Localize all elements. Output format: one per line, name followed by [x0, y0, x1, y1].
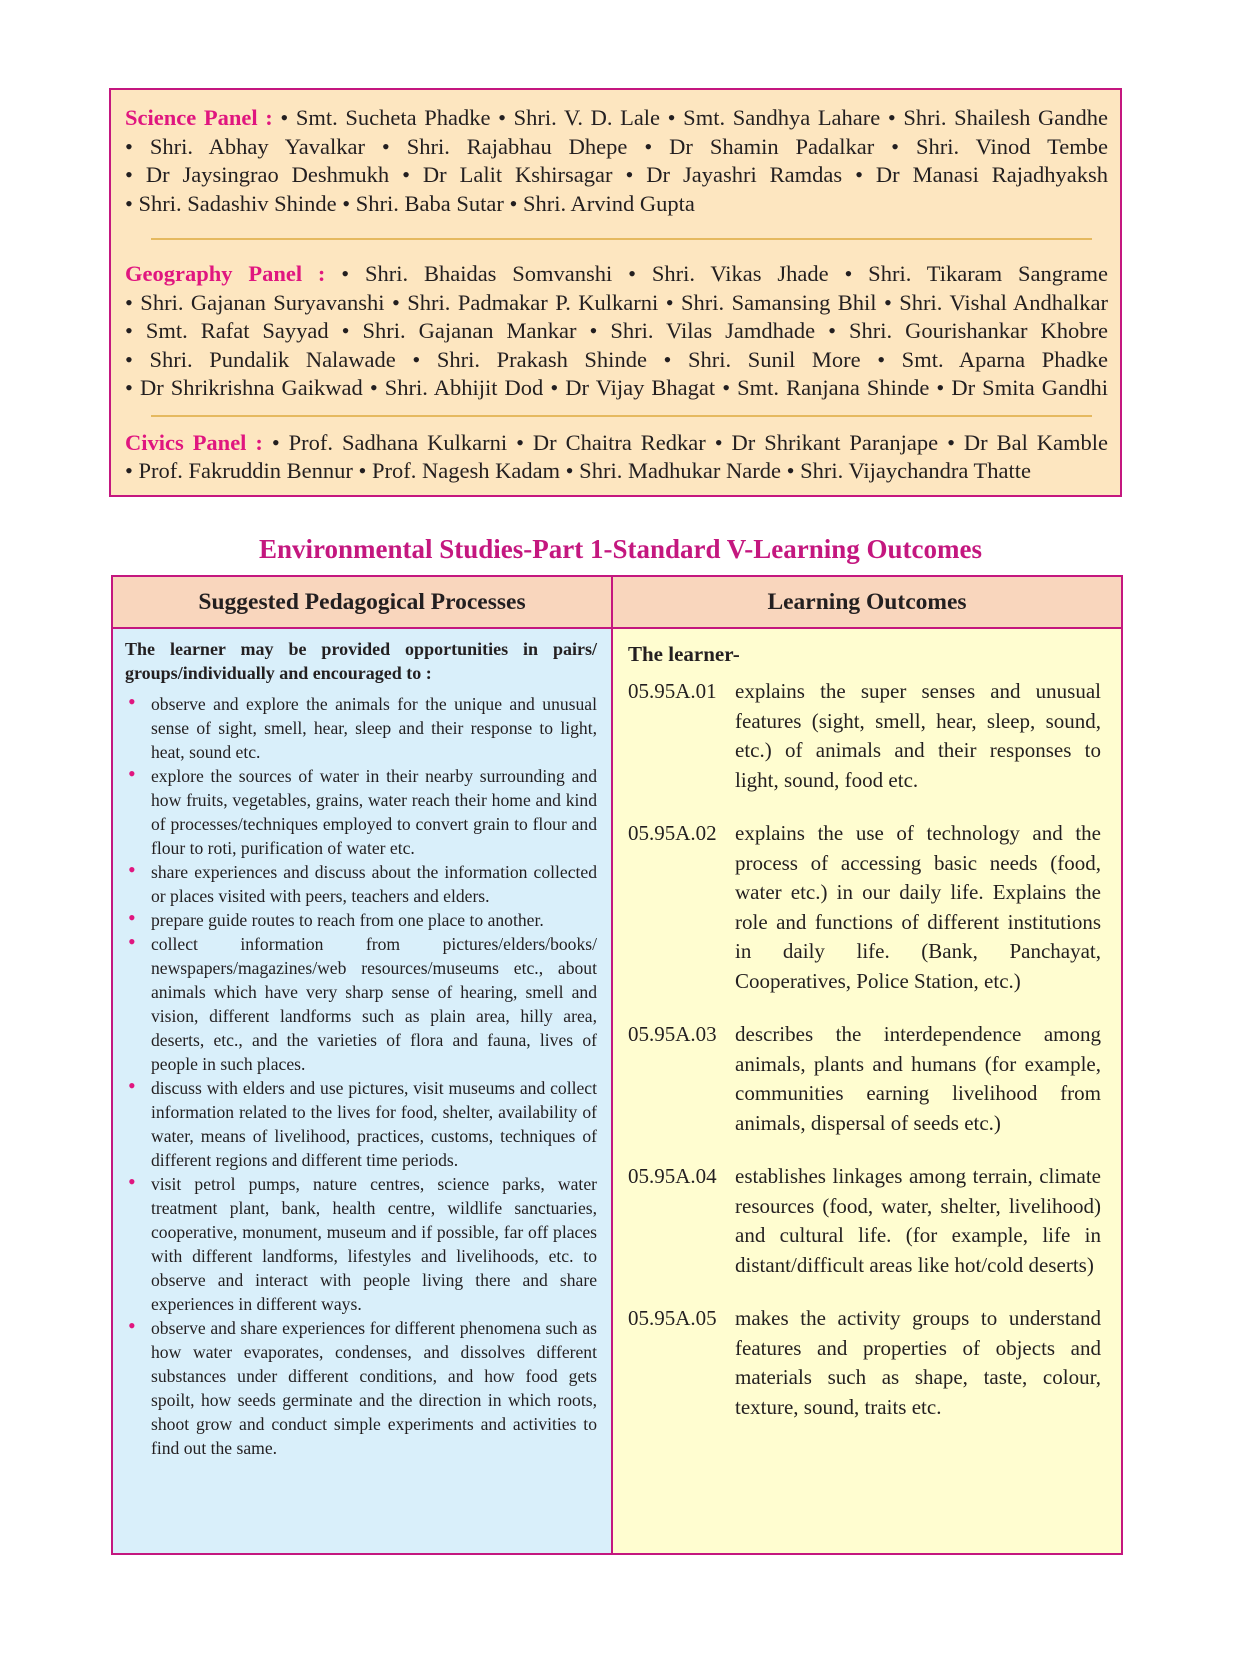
civics-panel-title: Civics Panel : — [125, 429, 263, 455]
process-item — [125, 1169, 597, 1316]
outcomes-column — [613, 629, 1121, 1553]
outcome-text: describes the interdependence among animals, plants and humans (for example, communities earning livelihood from animals, dispersal of seeds etc.) — [735, 1022, 1101, 1135]
processes-list — [125, 689, 597, 1460]
outcome-text: explains the use of technology and the process of accessing basic needs (food, water etc.) in our daily life. Explains the role and functions of different institutions in daily life. (Bank, Panchayat, Cooperatives, Police Station, etc.) — [735, 821, 1101, 993]
outcome-code: 05.95A.03 — [628, 1022, 717, 1046]
process-item — [125, 857, 597, 908]
bullet-icon: • — [128, 1313, 136, 1338]
geography-panel-line-5: • Dr Shrikrishna Gaikwad • Shri. Abhijit Dod • Dr Vijay Bhagat • Smt. Ranjana Shinde • Dr Smita Gandhi — [125, 375, 1108, 400]
outcome-code: 05.95A.01 — [628, 679, 717, 703]
civics-panel-line-1 — [125, 429, 1108, 458]
outcome-text: establishes linkages among terrain, climate resources (food, water, shelter, livelihood) and cultural life. (for example, life in distant/difficult areas like hot/cold deserts) — [735, 1164, 1101, 1277]
process-text: share experiences and discuss about the information collected or places visited with peers, teachers and elders. — [151, 862, 597, 906]
bullet-icon: • — [128, 761, 136, 786]
process-item — [125, 905, 597, 932]
process-text: collect information from pictures/elders/books/ newspapers/magazines/web resources/museums etc., about animals which have very sharp sense of hearing, smell and vision, different landforms such as plain area, hilly area, deserts, etc., and the varieties of flora and fauna, lives of people in such places. — [151, 934, 597, 1074]
process-text: explore the sources of water in their nearby surrounding and how fruits, vegetables, grains, water reach their home and kind of processes/techniques employed to convert grain to flour and flour to roti, purification of water etc. — [151, 766, 597, 858]
outcome-text: explains the super senses and unusual features (sight, smell, hear, sleep, sound, etc.) of animals and their responses to light, sound, food etc. — [735, 679, 1101, 792]
bullet-icon: • — [128, 857, 136, 882]
outcome-code: 05.95A.05 — [628, 1306, 717, 1330]
bullet-icon: • — [128, 929, 136, 954]
science-panel-line-4: • Shri. Sadashiv Shinde • Shri. Baba Sutar • Shri. Arvind Gupta — [125, 190, 695, 216]
outcome-item — [628, 1162, 1101, 1280]
civics-panel — [125, 429, 1108, 486]
science-panel-line-1 — [125, 104, 1108, 133]
process-item — [125, 1073, 597, 1172]
processes-column — [113, 629, 611, 1553]
process-text: visit petrol pumps, nature centres, science parks, water treatment plant, bank, health centre, wildlife sanctuaries, cooperative, monument, museum and if possible, far off places with different landforms, lifestyles and livelihoods, etc. to observe and interact with people living there and share experiences in different ways. — [151, 1174, 597, 1314]
civics-panel-members: • Prof. Sadhana Kulkarni • Dr Chaitra Redkar • Dr Shrikant Paranjape • Dr Bal Kamble — [262, 429, 1108, 455]
geography-panel-line-1 — [125, 260, 1108, 289]
learner-label: The learner- — [628, 642, 740, 666]
outcome-item — [628, 819, 1101, 996]
geography-panel-line-2: • Shri. Gajanan Suryavanshi • Shri. Padmakar P. Kulkarni • Shri. Samansing Bhil • Shri. Vishal Andhalkar — [125, 289, 1108, 315]
processes-intro: The learner may be provided opportunities in pairs/ groups/individually and encouraged to : — [125, 639, 597, 683]
bullet-icon: • — [128, 1169, 136, 1194]
bullet-icon: • — [128, 1073, 136, 1098]
bullet-icon: • — [128, 689, 136, 714]
process-text: discuss with elders and use pictures, visit museums and collect information related to the lives for food, shelter, availability of water, means of livelihood, practices, customs, techniques of different regions and different time periods. — [151, 1078, 597, 1170]
geography-panel-title: Geography Panel : — [125, 261, 326, 286]
outcome-code: 05.95A.02 — [628, 821, 717, 845]
science-panel-title: Science Panel : — [125, 105, 273, 130]
geography-panel-members: • Shri. Bhaidas Somvanshi • Shri. Vikas Jhade • Shri. Tikaram Sangrame — [325, 261, 1108, 286]
science-panel — [125, 104, 1108, 218]
header-learning-outcomes: Learning Outcomes — [767, 589, 967, 615]
geography-panel-line-4: • Shri. Pundalik Nalawade • Shri. Prakash Shinde • Shri. Sunil More • Smt. Aparna Phadke — [125, 346, 1108, 372]
panel-divider — [151, 415, 1092, 417]
process-text: prepare guide routes to reach from one place to another. — [151, 910, 544, 930]
bullet-icon: • — [128, 905, 136, 930]
outcome-text: makes the activity groups to understand features and properties of objects and materials such as shape, taste, colour, texture, sound, traits etc. — [735, 1306, 1101, 1419]
science-panel-line-3: • Dr Jaysingrao Deshmukh • Dr Lalit Kshirsagar • Dr Jayashri Ramdas • Dr Manasi Rajadhyaksh — [125, 162, 1108, 187]
outcomes-title: Environmental Studies-Part 1-Standard V-Learning Outcomes — [258, 534, 983, 564]
process-item — [125, 689, 597, 764]
civics-panel-line-2: • Prof. Fakruddin Bennur • Prof. Nagesh Kadam • Shri. Madhukar Narde • Shri. Vijaychandra Thatte — [125, 458, 1032, 483]
science-panel-line-2: • Shri. Abhay Yavalkar • Shri. Rajabhau Dhepe • Dr Shamin Padalkar • Shri. Vinod Tembe — [125, 133, 1108, 159]
process-item — [125, 761, 597, 860]
process-item — [125, 929, 597, 1076]
outcome-code: 05.95A.04 — [628, 1164, 717, 1188]
outcomes-table — [111, 575, 1123, 1555]
outcome-item — [628, 677, 1101, 795]
geography-panel-line-3: • Smt. Rafat Sayyad • Shri. Gajanan Mankar • Shri. Vilas Jamdhade • Shri. Gourishankar Khobre — [125, 318, 1108, 343]
outcome-item — [628, 1020, 1101, 1138]
process-item — [125, 1313, 597, 1460]
geography-panel — [125, 260, 1108, 403]
header-pedagogical-processes: Suggested Pedagogical Processes — [198, 589, 526, 615]
science-panel-members: • Smt. Sucheta Phadke • Shri. V. D. Lale • Smt. Sandhya Lahare • Shri. Shailesh Gandhe — [272, 105, 1109, 130]
table-header — [113, 577, 1121, 629]
outcome-item — [628, 1304, 1101, 1422]
process-text: observe and explore the animals for the unique and unusual sense of sight, smell, hear, sleep and their response to light, heat, sound etc. — [151, 694, 597, 762]
panel-members-box — [109, 88, 1122, 497]
panel-divider — [151, 238, 1092, 240]
process-text: observe and share experiences for different phenomena such as how water evaporates, condenses, and dissolves different substances under different conditions, and how food gets spoilt, how seeds germinate and the direction in which roots, shoot grow and conduct simple experiments and activities to find out the same. — [151, 1318, 597, 1458]
